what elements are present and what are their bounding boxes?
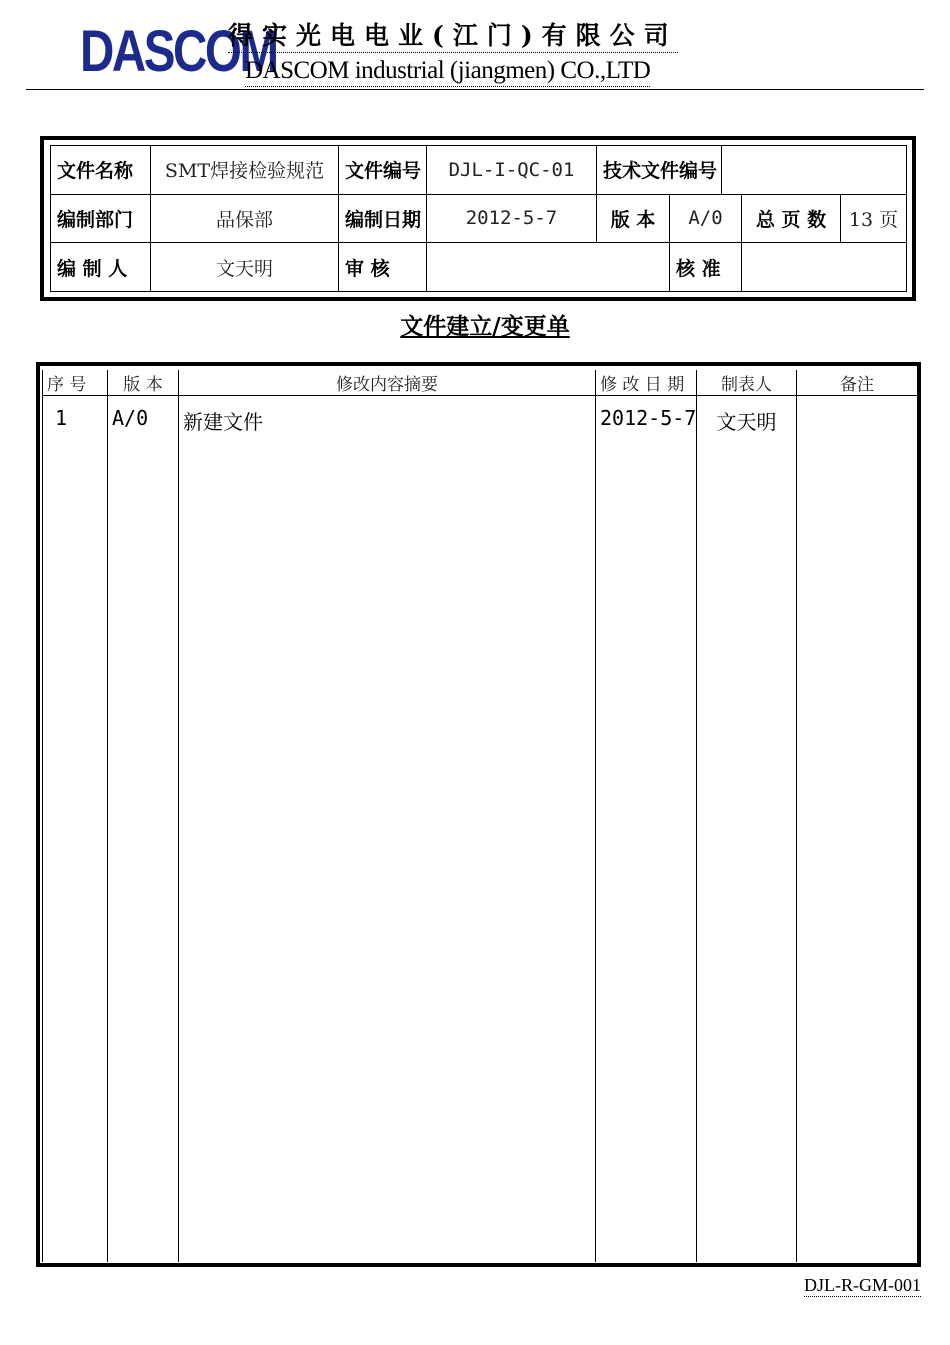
author-label: 编 制 人	[51, 243, 151, 292]
tech-doc-number-value	[722, 146, 907, 195]
header-divider	[26, 89, 924, 90]
column-header-seq: 序 号	[43, 370, 108, 396]
column-header-summary: 修改内容摘要	[179, 370, 596, 396]
compile-date-label: 编制日期	[339, 194, 427, 243]
row-date: 2012-5-7	[596, 396, 697, 1263]
company-logo: DASCOM	[80, 19, 277, 84]
row-author: 文天明	[697, 396, 797, 1263]
company-name-english: DASCOM industrial (jiangmen) CO.,LTD	[245, 56, 650, 87]
column-header-version: 版 本	[108, 370, 179, 396]
document-info-box	[40, 136, 916, 301]
doc-name-label: 文件名称	[51, 146, 151, 195]
review-label: 审 核	[339, 243, 427, 292]
change-log-box	[36, 362, 921, 1267]
column-header-note: 备注	[797, 370, 918, 396]
review-value	[427, 243, 670, 292]
department-value: 品保部	[151, 194, 339, 243]
company-name-chinese: 得实光电电业(江门)有限公司	[228, 20, 678, 53]
author-value: 文天明	[151, 243, 339, 292]
column-header-author: 制表人	[697, 370, 797, 396]
document-info-table	[50, 145, 907, 292]
table-row	[43, 396, 918, 1263]
approve-label: 核 准	[670, 243, 742, 292]
column-header-date: 修 改 日 期	[596, 370, 697, 396]
version-label: 版 本	[597, 194, 670, 243]
doc-number-label: 文件编号	[339, 146, 427, 195]
approve-value	[742, 243, 907, 292]
row-note	[797, 396, 918, 1263]
form-title: 文件建立/变更单	[400, 314, 570, 340]
row-summary: 新建文件	[179, 396, 596, 1263]
doc-number-value: DJL-I-QC-01	[427, 146, 597, 195]
row-seq: 1	[43, 396, 108, 1263]
version-value: A/0	[670, 194, 742, 243]
form-code: DJL-R-GM-001	[804, 1275, 921, 1295]
compile-date-value: 2012-5-7	[427, 194, 597, 243]
row-version: A/0	[108, 396, 179, 1263]
tech-doc-number-label: 技术文件编号	[597, 146, 722, 195]
doc-name-value: SMT焊接检验规范	[151, 146, 339, 195]
table-header-row	[43, 370, 918, 396]
total-pages-value: 13 页	[841, 194, 907, 243]
department-label: 编制部门	[51, 194, 151, 243]
total-pages-label: 总 页 数	[742, 194, 841, 243]
change-log-table	[42, 370, 918, 1262]
